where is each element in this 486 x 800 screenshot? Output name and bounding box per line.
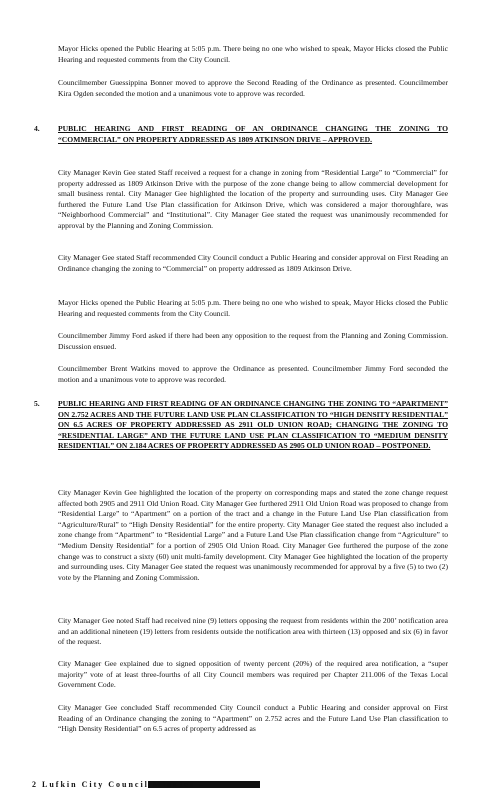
paragraph-atkinson-recommendation: City Manager Gee stated Staff recommended City Council conduct a Public Hearing and consider approval on First Reading an Ordinance changing the zoning to “Commercial” on property addressed as 1809 Atkinson Drive. — [58, 253, 448, 273]
agenda-item-4 — [34, 124, 448, 145]
paragraph-ford-question: Councilmember Jimmy Ford asked if there had been any opposition to the request from the Planning and Zoning Commission. Discussion ensued. — [58, 331, 448, 351]
paragraph-super-majority: City Manager Gee explained due to signed opposition of twenty percent (20%) of the required area notification, a “super majority” vote of at least three-fourths of all City Council members was required per Chapter 211.006 of the Texas Local Government Code. — [58, 659, 448, 690]
page-number: 2 — [32, 779, 38, 789]
paragraph-opposition-letters: City Manager Gee noted Staff had received nine (9) letters opposing the request from residents within the 200’ notification area and an additional nineteen (19) letters from residents outside the notification area with thirteen (13) opposed and six (6) in favor of the request. — [58, 616, 448, 647]
paragraph-atkinson-staff-report: City Manager Kevin Gee stated Staff received a request for a change in zoning from “Residential Large” to “Commercial” for property addressed as 1809 Atkinson Drive with the purpose of the zone change being to allow commercial development for small business rental. City Manager Gee highlighted the location of the property and surrounding uses. City Manager Gee furthered the Future Land Use Plan classification for Atkinson Drive, which was considered a major thoroughfare, was “Neighborhood Commercial” and “Institutional”. City Manager Gee stated the request was unanimously recommended for approval by the Planning and Zoning Commission. — [58, 168, 448, 230]
footer-title: Lufkin City Council Minutes – — [42, 779, 205, 789]
paragraph-second-reading-motion: Councilmember Guessippina Bonner moved to approve the Second Reading of the Ordinance as presented. Councilmember Kira Ogden seconded the motion and a unanimous vote to approve was recorded. — [58, 78, 448, 98]
page-footer — [32, 778, 452, 790]
paragraph-public-hearing-close-2: Mayor Hicks opened the Public Hearing at 5:05 p.m. There being no one who wished to speak, Mayor Hicks closed the Public Hearing and requested comments from the City Council. — [58, 298, 448, 318]
agenda-item-number: 4. — [34, 124, 40, 133]
agenda-item-heading: PUBLIC HEARING AND FIRST READING OF AN ORDINANCE CHANGING THE ZONING TO “APARTMENT” ON 2.752 ACRES AND THE FUTURE LAND USE PLAN CLASSIFICATION TO “HIGH DENSITY RESIDENTIAL” ON 6.5 ACRES OF PROPERTY ADDRESSED AS 2911 OLD UNION ROAD; CHANGING THE ZONING TO “RESIDENTIAL LARGE” AND THE FUTURE LAND USE PLAN CLASSIFICATION TO “MEDIUM DENSITY RESIDENTIAL” ON 2.184 ACRES OF PROPERTY ADDRESSED AS 2905 OLD UNION ROAD – POSTPONED. — [58, 399, 448, 451]
agenda-item-heading: PUBLIC HEARING AND FIRST READING OF AN ORDINANCE CHANGING THE ZONING TO “COMMERCIAL” ON PROPERTY ADDRESSED AS 1809 ATKINSON DRIVE – APPROVED. — [58, 124, 448, 144]
paragraph-old-union-staff-report: City Manager Kevin Gee highlighted the location of the property on corresponding maps and stated the zone change request affected both 2905 and 2911 Old Union Road. City Manager Gee furthered 2911 Old Union Road was proposed to change from “Residential Large” to “Apartment” on a portion of the tract and a change in the Future Land Use Plan classification from “Agriculture/Rural” to “High Density Residential” for the entire property. City Manager Gee stated the request also included a zone change from “Apartment” to “Residential Large” and a Future Land Use Plan classification change from “Agriculture” to “Medium Density Residential” for a portion of 2905 Old Union Road. City Manager Gee furthered the purpose of the zone change was to construct a sixty (60) unit multi-family development. City Manager Gee highlighted the location of the property and surrounding uses. City Manager Gee stated the request was unanimously recommended for approval by a five (5) to two (2) vote by the Planning and Zoning Commission. — [58, 488, 448, 582]
paragraph-public-hearing-close-1: Mayor Hicks opened the Public Hearing at 5:05 p.m. There being no one who wished to speak, Mayor Hicks closed the Public Hearing and requested comments from the City Council. — [58, 44, 448, 64]
paragraph-watkins-motion: Councilmember Brent Watkins moved to approve the Ordinance as presented. Councilmember Jimmy Ford seconded the motion and a unanimous vote to approve was recorded. — [58, 364, 448, 384]
agenda-item-5 — [34, 399, 448, 452]
agenda-item-number: 5. — [34, 399, 40, 408]
paragraph-old-union-recommendation: City Manager Gee concluded Staff recommended City Council conduct a Public Hearing and consider approval on First Reading of an Ordinance changing the zoning to “Apartment” on 2.752 acres and the Future Land Use Plan classification to “High Density Residential” on 6.5 acres of property addressed as — [58, 703, 448, 734]
